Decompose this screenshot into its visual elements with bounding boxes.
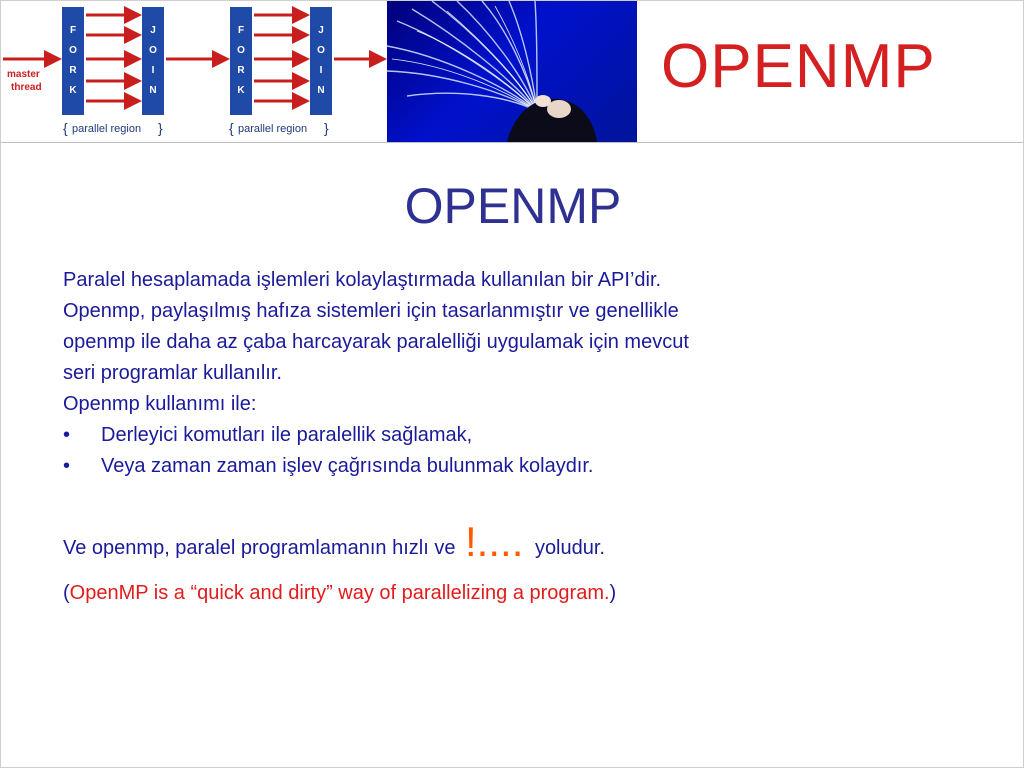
parallel-region-label-2: parallel region [238,123,308,135]
svg-text:}: } [324,120,329,136]
conclusion-text-after: yoludur. [534,537,605,559]
english-translation-text: OpenMP is a “quick and dirty” way of parallelizing a program. [69,582,610,604]
paren-open: ( [63,582,70,604]
paren-close: ) [609,582,617,604]
fork2-letter-k: K [237,85,245,96]
body-line: Openmp kullanımı ile: [63,393,257,415]
header-banner [1,1,1023,143]
fork2-letter-r: R [237,65,245,76]
join1-letter-i: I [151,65,155,76]
fork1-letter-k: K [69,85,77,96]
fork-bar-1 [62,7,84,115]
join2-letter-n: N [317,85,325,96]
fiber-optic-graphic [387,1,637,142]
svg-text:}: } [158,120,163,136]
bullet-item [63,451,923,482]
join-bar-2 [310,7,332,115]
svg-text:{: { [63,120,68,136]
fork-join-diagram-graphic [1,1,387,142]
slide-body [63,265,923,482]
fork1-letter-f: F [69,25,77,36]
bullet-text: Derleyici komutları ile paralellik sağlamak, [101,424,473,446]
body-line: Openmp, paylaşılmış hafıza sistemleri için tasarlanmıştır ve genellikle [63,300,679,322]
fork1-letter-r: R [69,65,77,76]
bullet-text: Veya zaman zaman işlev çağrısında bulunmak kolaydır. [101,455,594,477]
fork2-letter-f: F [237,25,245,36]
master-thread-label-1: master [7,69,40,80]
emphasis-mark: !.... [465,518,524,565]
fork-bar-2 [230,7,252,115]
english-translation-line [63,582,616,605]
svg-text:{: { [229,120,234,136]
join1-letter-o: O [149,45,157,56]
join2-letter-o: O [317,45,325,56]
bullet-marker: • [63,424,71,446]
join2-letter-j: J [318,25,324,36]
join1-letter-j: J [150,25,156,36]
conclusion-line [63,518,605,566]
body-line: openmp ile daha az çaba harcayarak paralelliği uygulamak için mevcut [63,331,689,353]
join2-letter-i: I [319,65,323,76]
banner-title: OPENMP [661,32,936,101]
join-bar-1 [142,7,164,115]
body-line: seri programlar kullanılır. [63,362,282,384]
fiber-optic-hand-image [387,1,637,142]
parallel-region-label-1: parallel region [72,123,142,135]
bullet-item [63,420,923,451]
fork-join-diagram [1,1,387,142]
bullet-marker: • [63,455,71,477]
master-thread-label-2: thread [11,82,42,93]
body-line: Paralel hesaplamada işlemleri kolaylaştırmada kullanılan bir API’dir. [63,269,662,291]
join1-letter-n: N [149,85,157,96]
conclusion-text-before: Ve openmp, paralel programlamanın hızlı ve [63,537,456,559]
fork2-letter-o: O [237,45,245,56]
slide-title: OPENMP [404,178,622,234]
fork1-letter-o: O [69,45,77,56]
